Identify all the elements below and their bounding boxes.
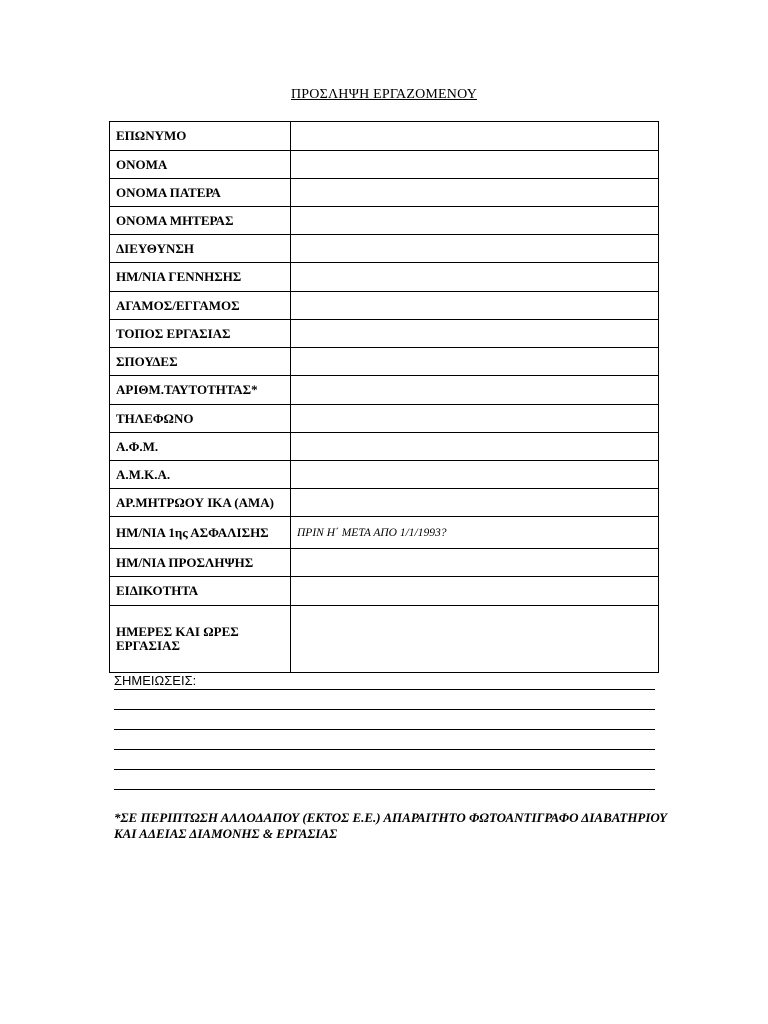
field-label: Α.Φ.Μ. xyxy=(110,433,291,461)
form-row xyxy=(110,376,659,405)
field-label: ΤΗΛΕΦΩΝΟ xyxy=(110,405,291,433)
field-value[interactable] xyxy=(291,461,659,489)
field-label: ΔΙΕΥΘΥΝΣΗ xyxy=(110,235,291,263)
form-row xyxy=(110,489,659,517)
form-row xyxy=(110,433,659,461)
notes-line[interactable] xyxy=(114,729,655,749)
form-row xyxy=(110,320,659,348)
document-title: ΠΡΟΣΛΗΨΗ ΕΡΓΑΖΟΜΕΝΟΥ xyxy=(290,87,478,102)
field-value[interactable] xyxy=(291,292,659,320)
form-row xyxy=(110,292,659,320)
notes-line[interactable] xyxy=(114,689,655,709)
footnote: *ΣΕ ΠΕΡΙΠΤΩΣΗ ΑΛΛΟΔΑΠΟΥ (ΕΚΤΟΣ Ε.Ε.) ΑΠΑΡΑΙΤΗΤΟ ΦΩΤΟΑΝΤΙΓΡΑΦΟ ΔΙΑΒΑΤΗΡΙΟΥ ΚΑΙ ΑΔΕΙΑΣ ΔΙΑΜΟΝΗΣ & ΕΡΓΑΣΙΑΣ xyxy=(114,810,668,841)
field-value[interactable] xyxy=(291,433,659,461)
notes-line[interactable] xyxy=(114,709,655,729)
field-label: ΤΟΠΟΣ ΕΡΓΑΣΙΑΣ xyxy=(110,320,291,348)
form-row xyxy=(110,577,659,606)
form-row xyxy=(110,263,659,292)
field-label: ΕΙΔΙΚΟΤΗΤΑ xyxy=(110,577,291,606)
field-value[interactable] xyxy=(291,606,659,673)
form-row xyxy=(110,549,659,577)
field-value[interactable] xyxy=(291,122,659,151)
field-value[interactable] xyxy=(291,549,659,577)
field-value[interactable] xyxy=(291,207,659,235)
field-label: ΟΝΟΜΑ xyxy=(110,151,291,179)
notes-label: ΣΗΜΕΙΩΣΕΙΣ: xyxy=(114,673,197,688)
field-value[interactable] xyxy=(291,489,659,517)
field-label: ΗΜ/ΝΙΑ 1ης ΑΣΦΑΛΙΣΗΣ xyxy=(110,517,291,549)
field-value[interactable] xyxy=(291,320,659,348)
form-row xyxy=(110,517,659,549)
form-row xyxy=(110,405,659,433)
field-label: ΗΜ/ΝΙΑ ΓΕΝΝΗΣΗΣ xyxy=(110,263,291,292)
field-value[interactable] xyxy=(291,577,659,606)
form-row xyxy=(110,461,659,489)
form-row xyxy=(110,179,659,207)
form-row xyxy=(110,122,659,151)
field-value[interactable] xyxy=(291,151,659,179)
field-label: ΟΝΟΜΑ ΜΗΤΕΡΑΣ xyxy=(110,207,291,235)
field-value[interactable] xyxy=(291,405,659,433)
field-value[interactable]: ΠΡΙΝ Η΄ ΜΕΤΑ ΑΠΟ 1/1/1993? xyxy=(291,517,659,549)
field-value[interactable] xyxy=(291,235,659,263)
field-value[interactable] xyxy=(291,376,659,405)
field-label: ΗΜΕΡΕΣ ΚΑΙ ΩΡΕΣ ΕΡΓΑΣΙΑΣ xyxy=(110,606,291,673)
field-label: ΟΝΟΜΑ ΠΑΤΕΡΑ xyxy=(110,179,291,207)
form-row xyxy=(110,348,659,376)
form-row xyxy=(110,235,659,263)
field-label: ΣΠΟΥΔΕΣ xyxy=(110,348,291,376)
field-label: ΑΡ.ΜΗΤΡΩΟΥ ΙΚΑ (ΑΜΑ) xyxy=(110,489,291,517)
form-row xyxy=(110,207,659,235)
form-row xyxy=(110,606,659,673)
field-label: ΕΠΩΝΥΜΟ xyxy=(110,122,291,151)
notes-line[interactable] xyxy=(114,749,655,769)
field-value[interactable] xyxy=(291,348,659,376)
notes-line[interactable] xyxy=(114,769,655,789)
field-value[interactable] xyxy=(291,263,659,292)
field-label: Α.Μ.Κ.Α. xyxy=(110,461,291,489)
field-value[interactable] xyxy=(291,179,659,207)
form-row xyxy=(110,151,659,179)
employee-form-table xyxy=(109,121,659,673)
field-label: ΑΡΙΘΜ.ΤΑΥΤΟΤΗΤΑΣ* xyxy=(110,376,291,405)
notes-line[interactable] xyxy=(114,789,655,809)
field-label: ΗΜ/ΝΙΑ ΠΡΟΣΛΗΨΗΣ xyxy=(110,549,291,577)
notes-section xyxy=(114,672,655,809)
field-label: ΑΓΑΜΟΣ/ΕΓΓΑΜΟΣ xyxy=(110,292,291,320)
